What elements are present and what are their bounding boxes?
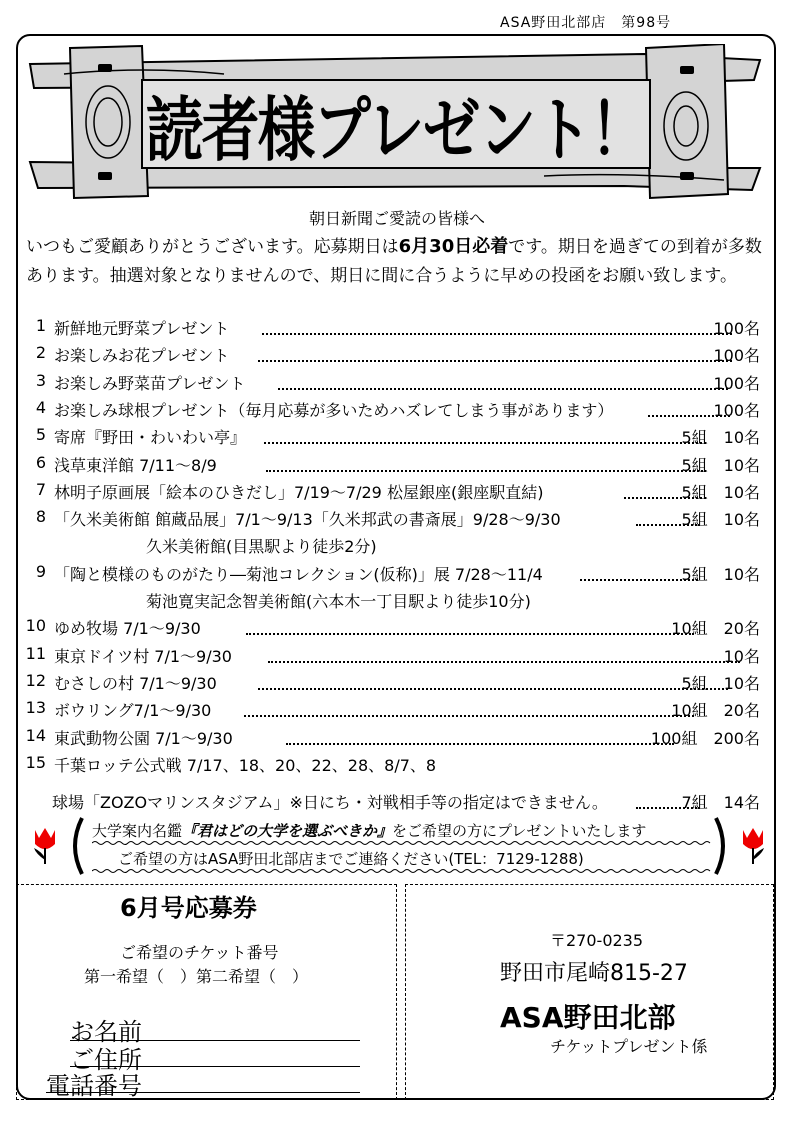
banner-title: 読者様プレゼント！ <box>146 89 646 171</box>
prize-number: 6 <box>35 452 46 472</box>
prize-row <box>24 398 768 424</box>
prize-row <box>24 507 768 533</box>
department: チケットプレゼント係 <box>550 1037 708 1056</box>
dot-leader <box>258 688 728 690</box>
dot-leader <box>286 743 674 745</box>
wavy-underline <box>92 840 712 846</box>
prize-row <box>24 671 768 697</box>
prize-title: お楽しみお花プレゼント <box>54 346 230 366</box>
dot-leader <box>244 715 694 717</box>
prize-row <box>24 698 768 724</box>
prize-row <box>24 562 768 588</box>
prize-row <box>24 616 768 642</box>
prize-number: 7 <box>35 479 46 499</box>
prize-row <box>24 425 768 451</box>
prize-count: 7組 14名 <box>681 793 760 812</box>
prize-number: 15 <box>25 752 46 772</box>
dot-leader <box>264 442 706 444</box>
prize-number: 12 <box>25 670 46 690</box>
prize-row <box>24 480 768 506</box>
prize-count: 100名 <box>713 346 760 366</box>
prize-number: 3 <box>35 370 46 390</box>
notice-line-1 <box>92 820 646 841</box>
intro-text-2: です。期日を過ぎての到着が多数あります。抽選対象となりませんので、期日に間に合うように早めの投函をお願い致します。 <box>26 237 762 286</box>
prize-count: 100名 <box>713 319 760 338</box>
notice-text-a: 大学案内名鑑 <box>92 822 183 840</box>
prize-title: 球場「ZOZOマリンスタジアム」※日にち・対戦相手等の指定はできません。 <box>52 793 608 812</box>
dot-leader <box>580 579 698 581</box>
prize-count: 100名 <box>713 373 760 393</box>
ticket-prompt: ご希望のチケット番号 <box>120 943 279 962</box>
prize-count: 5組 10名 <box>681 564 760 584</box>
notice-text-b: をご希望の方にプレゼントいたします <box>392 822 647 840</box>
coupon-title: 6月号応募券 <box>120 894 257 922</box>
prize-title: 浅草東洋館 7/11～8/9 <box>54 455 217 475</box>
deadline: 6月30日必着 <box>398 236 509 257</box>
address-label: ご住所 <box>70 1046 142 1074</box>
intro-paragraph <box>26 232 774 291</box>
prize-count: 5組 10名 <box>681 455 760 475</box>
prize-number: 1 <box>35 316 46 335</box>
prize-count: 5組 10名 <box>681 482 760 502</box>
notice-book-title: 『君はどの大学を選ぶべきか』 <box>182 822 393 840</box>
prize-title: ゆめ牧場 7/1～9/30 <box>54 619 201 639</box>
prize-row-15-line2 <box>24 790 768 816</box>
prize-row <box>24 453 768 479</box>
prize-count: 10名 <box>723 646 760 666</box>
dot-leader <box>266 470 706 472</box>
phone-field[interactable] <box>46 1092 360 1093</box>
prize-title: 林明子原画展「絵本のひきだし」7/19～7/29 松屋銀座(銀座駅直結) <box>54 482 544 502</box>
prize-count: 10組 20名 <box>671 619 760 639</box>
prize-venue: 久米美術館(目黒駅より徒歩2分) <box>146 537 377 557</box>
prize-row <box>24 371 768 397</box>
prize-venue: 菊池寛実記念智美術館(六本木一丁目駅より徒歩10分) <box>146 592 531 611</box>
prize-row <box>24 726 768 752</box>
prize-count: 5組 10名 <box>681 428 760 448</box>
dot-leader <box>246 633 694 635</box>
dot-leader <box>262 333 732 335</box>
prize-title: 千葉ロッテ公式戦 7/17、18、20、22、28、8/7、8 <box>54 755 437 775</box>
city-address: 野田市尾崎815-27 <box>500 961 688 986</box>
tulip-icon <box>738 826 768 866</box>
prize-title: 東京ドイツ村 7/1～9/30 <box>54 646 232 666</box>
prize-title: 寄席『野田・わいわい亭』 <box>54 428 247 448</box>
prize-title: 新鮮地元野菜プレゼント <box>54 319 230 338</box>
book-notice <box>70 818 730 874</box>
dot-leader <box>258 360 732 362</box>
prize-count: 100名 <box>713 400 760 420</box>
prize-title: お楽しみ球根プレゼント（毎月応募が多いためハズレてしまう事があります） <box>54 400 614 420</box>
dot-leader <box>278 388 728 390</box>
prize-number: 13 <box>25 698 46 718</box>
prize-row <box>24 316 768 342</box>
prize-number: 9 <box>35 561 46 581</box>
dot-leader <box>268 661 740 663</box>
prize-number: 8 <box>35 507 46 527</box>
wooden-sign-banner <box>24 44 768 200</box>
prize-row <box>24 644 768 670</box>
store-issue: ASA野田北部店 第98号 <box>500 15 672 31</box>
prize-count: 100組 200名 <box>650 728 760 748</box>
postal-code: 〒270-0235 <box>550 931 644 950</box>
prize-row <box>24 343 768 369</box>
prize-row <box>24 753 768 779</box>
notice-line-2: ご希望の方はASA野田北部店までご連絡ください(TEL：7129-1288) <box>118 850 584 868</box>
phone-label: 電話番号 <box>46 1072 142 1100</box>
ticket-choices[interactable]: 第一希望（ ）第二希望（ ） <box>84 967 309 986</box>
prize-title: 東武動物公園 7/1～9/30 <box>54 728 233 748</box>
shop-name: ASA野田北部 <box>500 1001 676 1034</box>
prize-title: お楽しみ野菜苗プレゼント <box>54 373 246 393</box>
prize-number: 5 <box>35 425 46 445</box>
intro-text-1: いつもご愛顧ありがとうございます。応募期日は <box>26 237 399 257</box>
prize-count: 10組 20名 <box>671 701 760 721</box>
prize-title: むさしの村 7/1～9/30 <box>54 673 217 693</box>
tulip-icon <box>30 826 60 866</box>
prize-title: 「陶と模様のものがたり―菊池コレクション(仮称)」展 7/28～11/4 <box>54 564 543 584</box>
prize-number: 14 <box>25 725 46 745</box>
prize-number: 10 <box>25 616 46 636</box>
prize-count: 5組 10名 <box>681 673 760 693</box>
prize-count: 5組 10名 <box>681 510 760 530</box>
prize-number: 2 <box>35 343 46 363</box>
wavy-underline <box>92 868 712 874</box>
name-label: お名前 <box>70 1018 142 1046</box>
prize-number: 11 <box>25 643 46 663</box>
prize-number: 4 <box>35 397 46 417</box>
prize-title: 「久米美術館 館蔵品展」7/1～9/13「久米邦武の書斎展」9/28～9/30 <box>54 510 561 530</box>
prize-title: ボウリング7/1～9/30 <box>54 701 212 721</box>
greeting: 朝日新聞ご愛読の皆様へ <box>308 209 485 228</box>
address-box <box>405 884 774 1100</box>
